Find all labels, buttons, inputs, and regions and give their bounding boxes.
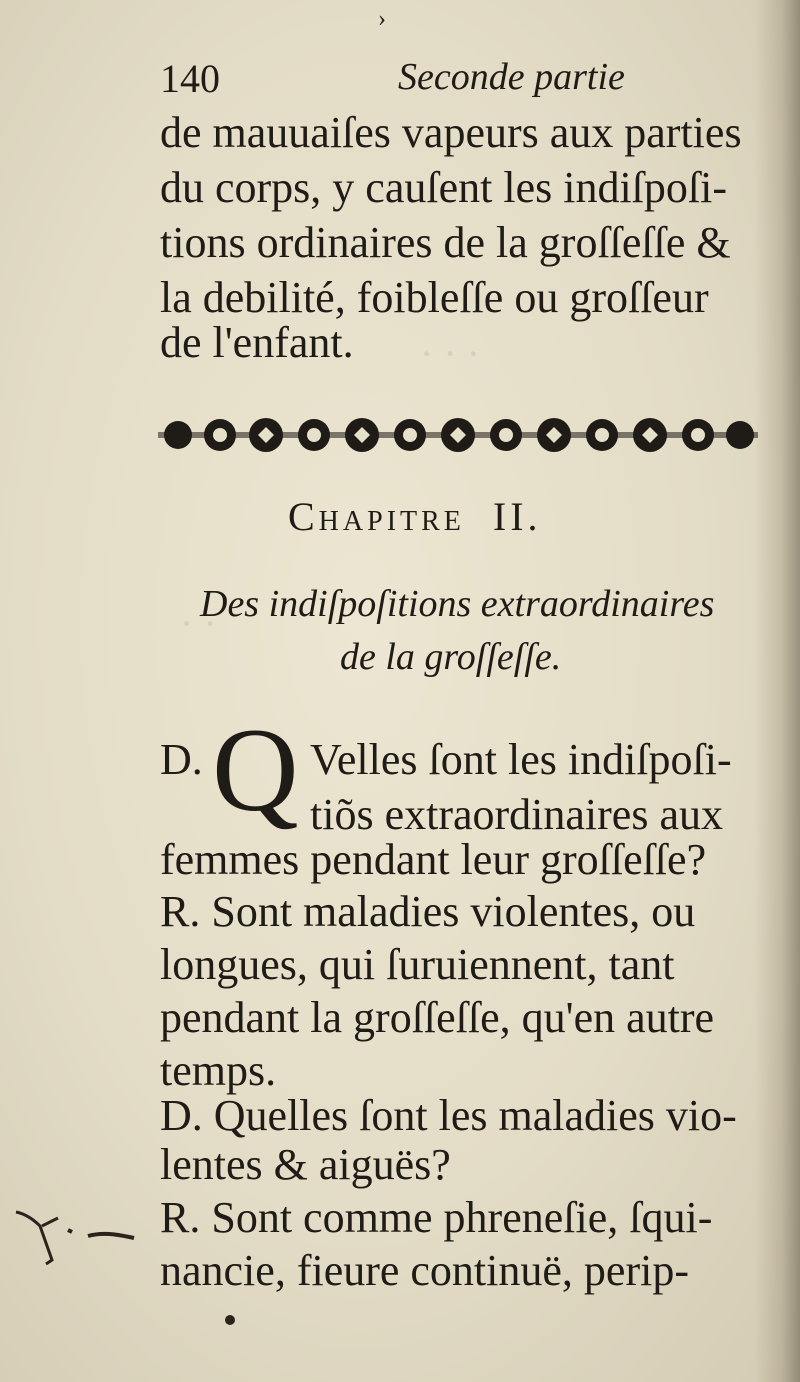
intro-line: tions ordinaires de la groſſeſſe &	[160, 218, 731, 267]
page-header	[160, 55, 760, 105]
top-mark: ›	[378, 6, 386, 32]
running-head: Seconde partie	[398, 56, 625, 98]
show-through-text: · ·	[180, 601, 217, 646]
show-through-text: · · ·	[420, 331, 480, 376]
intro-line: de l'enfant.	[160, 318, 354, 367]
chapter-numeral: II.	[492, 494, 542, 539]
dialogue-line: R. Sont maladies violentes, ou	[160, 887, 696, 936]
dialogue-line: longues, qui ſuruiennent, tant	[160, 940, 675, 989]
dialogue-line: femmes pendant leur groſſeſſe?	[160, 835, 707, 884]
chapter-heading	[288, 493, 542, 540]
dialogue-line: D. Quelles ſont les maladies vio-	[160, 1091, 737, 1140]
dialogue-line: pendant la groſſeſſe, qu'en autre	[160, 993, 715, 1042]
chapter-subtitle-line: de la groſſeſſe.	[340, 636, 562, 678]
dialogue-line: Velles ſont les indiſpoſi-	[310, 735, 732, 784]
intro-line: du corps, y cauſent les indiſpoſi-	[160, 163, 727, 212]
dialogue-line: temps.	[160, 1046, 277, 1095]
chapter-subtitle-line: Des indiſpoſitions extraordinaires	[200, 583, 715, 625]
ink-dot	[225, 1315, 235, 1325]
dialogue-line: nancie, fieure continuë, perip-	[160, 1246, 689, 1295]
page-gutter-shadow	[754, 0, 800, 1382]
page-number: 140	[160, 56, 220, 101]
speaker-prefix: D.	[160, 735, 203, 784]
dialogue-line: R. Sont comme phreneſie, ſqui-	[160, 1193, 713, 1242]
handwritten-margin-mark	[12, 1200, 142, 1280]
intro-line: de mauuaiſes vapeurs aux parties	[160, 108, 742, 157]
intro-line: la debilité, foibleſſe ou groſſeur	[160, 273, 709, 322]
chapter-label: Chapitre	[288, 494, 465, 539]
printers-ornament-band	[158, 410, 758, 462]
dialogue-line: lentes & aiguës?	[160, 1140, 451, 1189]
drop-cap: Q	[212, 703, 299, 836]
dialogue-line: tiõs extraordinaires aux	[310, 790, 723, 839]
